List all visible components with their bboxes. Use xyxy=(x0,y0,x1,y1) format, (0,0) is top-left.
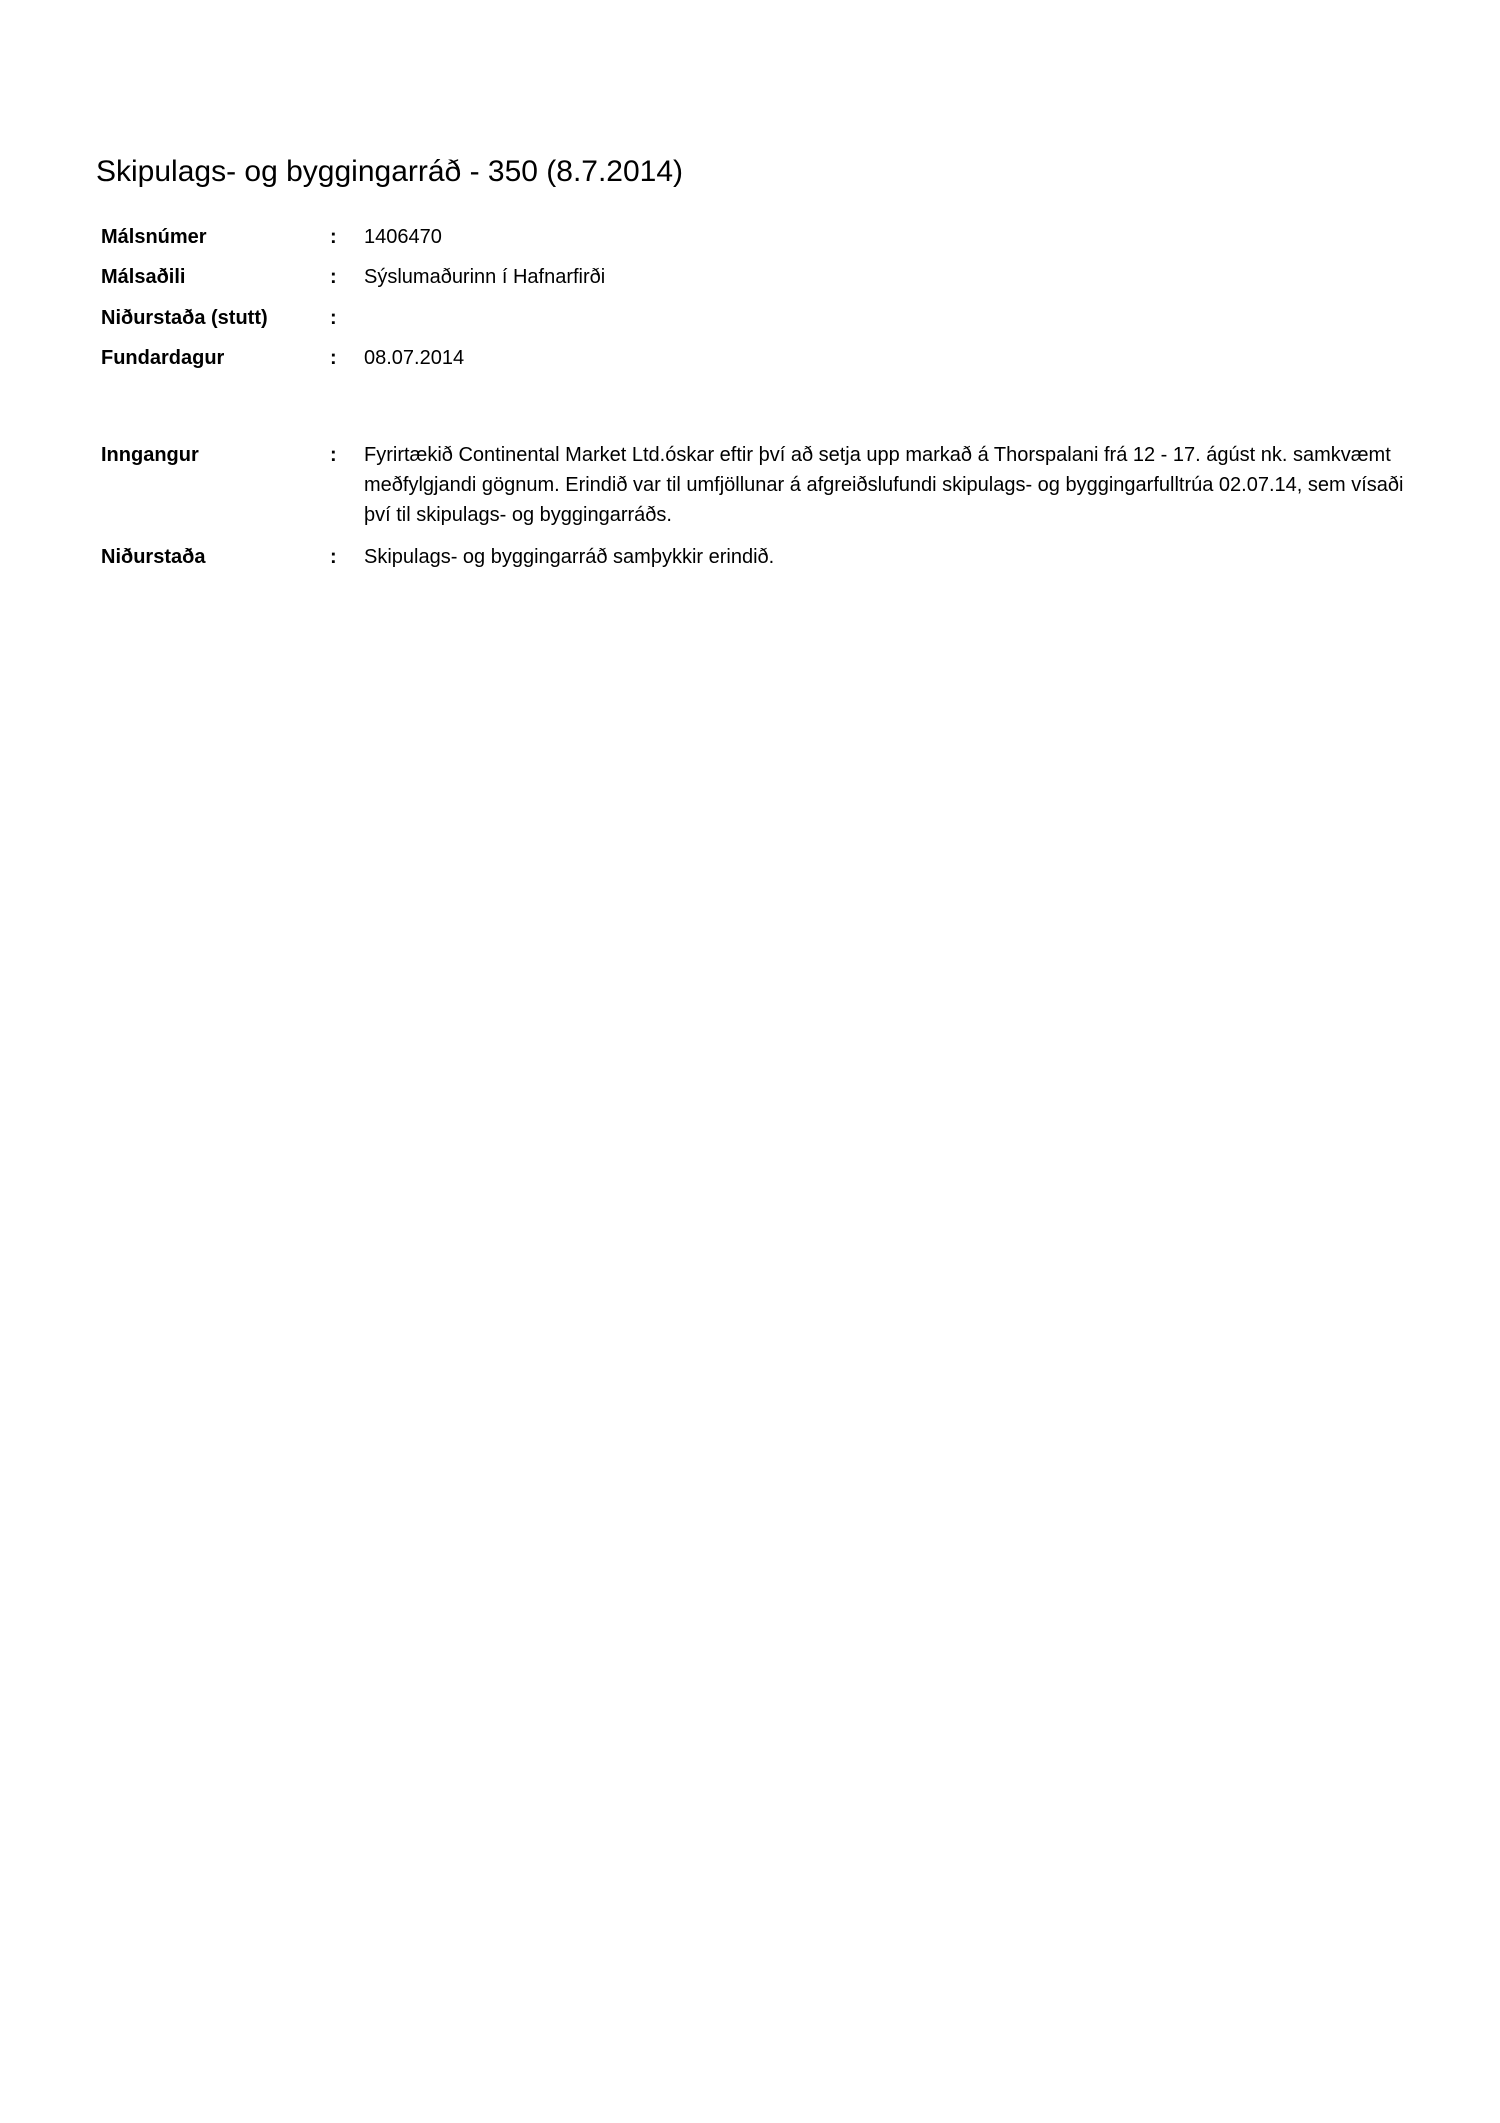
section-text: Skipulags- og byggingarráð samþykkir erindið. xyxy=(364,546,775,568)
section-label: Niðurstaða xyxy=(101,546,206,568)
field-separator: : xyxy=(330,226,337,248)
field-label: Niðurstaða (stutt) xyxy=(101,307,268,329)
section-separator: : xyxy=(330,546,337,568)
field-value: Sýslumaðurinn í Hafnarfirði xyxy=(364,266,606,288)
section-text: Fyrirtækið Continental Market Ltd.óskar eftir því að setja upp markað á Thorspalani frá 12 - 17. ágúst nk. samkvæmt meðfylgjandi gögnum. Erindið var til umfjöllunar á afgreiðslufundi skipulags- og byggingarfulltrúa 02.07.14, sem vísaði því til skipulags- og byggingarráðs. xyxy=(364,444,1404,526)
page-title: Skipulags- og byggingarráð - 350 (8.7.2014) xyxy=(96,155,684,188)
field-separator: : xyxy=(330,347,337,369)
section-label: Inngangur xyxy=(101,444,199,466)
field-value: 1406470 xyxy=(364,226,442,248)
field-label: Málsaðili xyxy=(101,266,186,288)
field-label: Málsnúmer xyxy=(101,226,207,248)
field-separator: : xyxy=(330,266,337,288)
field-label: Fundardagur xyxy=(101,347,225,369)
field-value: 08.07.2014 xyxy=(364,347,465,369)
field-separator: : xyxy=(330,307,337,329)
section-separator: : xyxy=(330,444,337,466)
